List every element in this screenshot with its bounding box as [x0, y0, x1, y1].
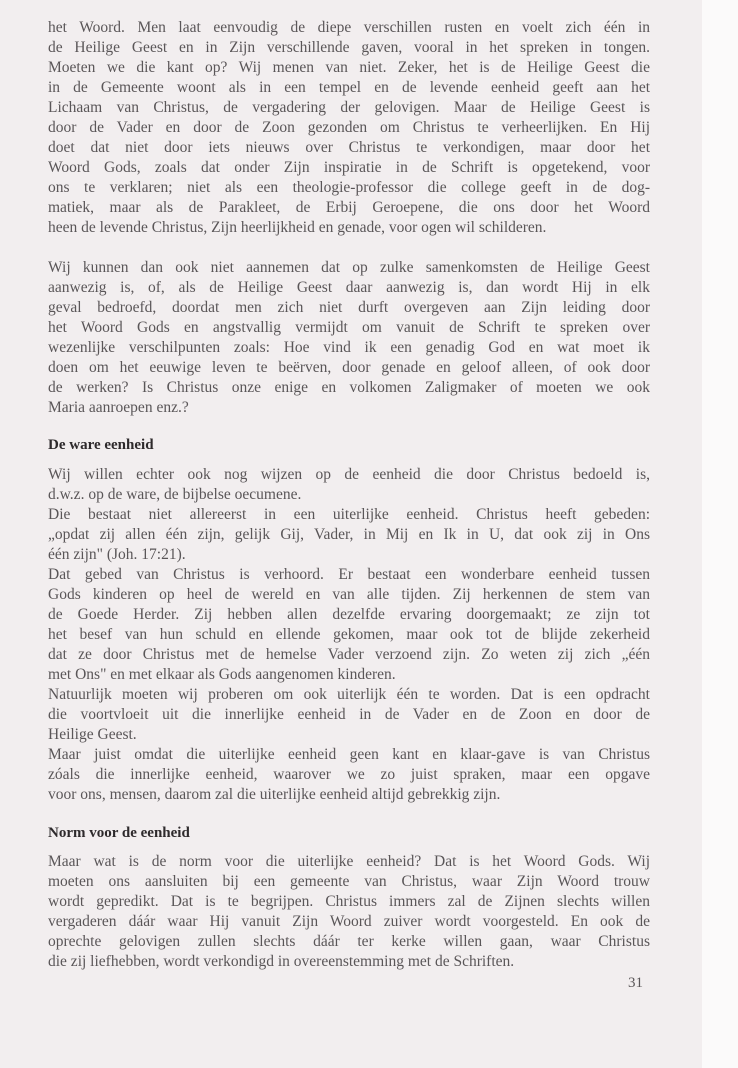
text-line: Maar juist omdat die uiterlijke eenheid geen kant en klaar-gave is van Christus [48, 746, 650, 763]
text-line: door de Vader en door de Zoon gezonden om Christus te verheerlijken. En Hij [48, 119, 650, 136]
text-line: vergaderen dáár waar Hij vanuit Zijn Woord zuiver wordt voorgesteld. En ook de [48, 913, 650, 930]
text-line: Gods kinderen op heel de wereld en van alle tijden. Zij herkennen de stem van [48, 586, 650, 603]
text-line: met Ons" en met elkaar als Gods aangenomen kinderen. [48, 666, 396, 683]
paragraph-intro [48, 18, 650, 238]
text-line: Heilige Geest. [48, 726, 137, 743]
text-line: Moeten we die kant op? Wij menen van niet. Zeker, het is de Heilige Geest die [48, 59, 650, 76]
text-line: die voortvloeit uit die innerlijke eenheid in de Vader en de Zoon en door de [48, 706, 650, 723]
text-line: heen de levende Christus, Zijn heerlijkheid en genade, voor ogen wil schilderen. [48, 219, 547, 236]
text-line: de werken? Is Christus onze enige en volkomen Zaligmaker of moeten we ook [48, 379, 650, 396]
page-number: 31 [628, 975, 643, 991]
text-line: Lichaam van Christus, de vergadering der gelovigen. Maar de Heilige Geest is [48, 99, 650, 116]
text-line: het besef van hun schuld en ellende gekomen, maar ook tot de blijde zekerheid [48, 626, 650, 643]
text-line: Woord Gods, zoals dat onder Zijn inspiratie in de Schrift is opgetekend, voor [48, 159, 650, 176]
text-line: Dat gebed van Christus is verhoord. Er bestaat een wonderbare eenheid tussen [48, 566, 650, 583]
text-line: één zijn" (Joh. 17:21). [48, 546, 186, 563]
paragraph-samenkomsten [48, 258, 650, 418]
text-line: wezenlijke verschilpunten zoals: Hoe vind ik een genadig God en wat moet ik [48, 339, 650, 356]
text-line: die zij liefhebben, wordt verkondigd in overeenstemming met de Schriften. [48, 953, 515, 970]
text-line: het Woord. Men laat eenvoudig de diepe verschillen rusten en voelt zich één in [48, 19, 650, 36]
paragraph-ware-eenheid [48, 465, 650, 805]
text-line: „opdat zij allen één zijn, gelijk Gij, Vader, in Mij en Ik in U, dat ook zij in Ons [48, 526, 650, 543]
text-line: Die bestaat niet allereerst in een uiterlijke eenheid. Christus heeft gebeden: [48, 506, 650, 523]
text-line: doen om het eeuwige leven te beërven, door genade en geloof alleen, of ook door [48, 359, 650, 376]
text-line: Natuurlijk moeten wij proberen om ook uiterlijk één te worden. Dat is een opdracht [48, 686, 650, 703]
text-line: Maria aanroepen enz.? [48, 399, 189, 416]
text-line: matiek, maar als de Parakleet, de Erbij Geroepene, die ons door het Woord [48, 199, 650, 216]
text-line: de Goede Herder. Zij hebben allen dezelfde ervaring doorgemaakt; ze zijn tot [48, 606, 650, 623]
text-line: zóals die innerlijke eenheid, waarover we zo juist spraken, maar een opgave [48, 766, 650, 783]
text-line: de Heilige Geest en in Zijn verschillende gaven, vooral in het spreken in tongen. [48, 39, 650, 56]
text-line: oprechte gelovigen zullen slechts dáár ter kerke willen gaan, waar Christus [48, 933, 650, 950]
text-line: Wij kunnen dan ook niet aannemen dat op zulke samenkomsten de Heilige Geest [48, 259, 650, 276]
text-line: Wij willen echter ook nog wijzen op de eenheid die door Christus bedoeld is, [48, 466, 650, 483]
text-line: doet dat niet door iets nieuws over Christus te verkondigen, maar door het [48, 139, 650, 156]
text-line: Maar wat is de norm voor die uiterlijke eenheid? Dat is het Woord Gods. Wij [48, 853, 650, 870]
text-line: wordt gepredikt. Dat is te begrijpen. Christus immers zal de Zijnen slechts willen [48, 893, 650, 910]
text-line: aanwezig is, of, als de Heilige Geest daar aanwezig is, dan wordt Hij in elk [48, 279, 650, 296]
text-line: dat ze door Christus met de hemelse Vader verzoend zijn. Zo weten zij zich „één [48, 646, 650, 663]
text-line: het Woord Gods en angstvallig vermijdt om vanuit de Schrift te spreken over [48, 319, 650, 336]
text-line: ons te verklaren; niet als een theologie-professor die college geeft in de dog- [48, 179, 650, 196]
section-heading-norm: Norm voor de eenheid [48, 825, 190, 841]
paragraph-norm [48, 852, 650, 972]
page-edge [702, 0, 738, 1068]
text-line: in de Gemeente woont als in een tempel en de levende eenheid geeft aan het [48, 79, 650, 96]
text-line: moeten ons aansluiten bij een gemeente van Christus, waar Zijn Woord trouw [48, 873, 650, 890]
section-heading-ware-eenheid: De ware eenheid [48, 437, 154, 453]
text-line: d.w.z. op de ware, de bijbelse oecumene. [48, 486, 302, 503]
text-line: geval bedroefd, doordat men zich niet durft overgeven aan Zijn leiding door [48, 299, 650, 316]
text-line: voor ons, mensen, daarom zal die uiterlijke eenheid altijd gebrekkig zijn. [48, 786, 501, 803]
